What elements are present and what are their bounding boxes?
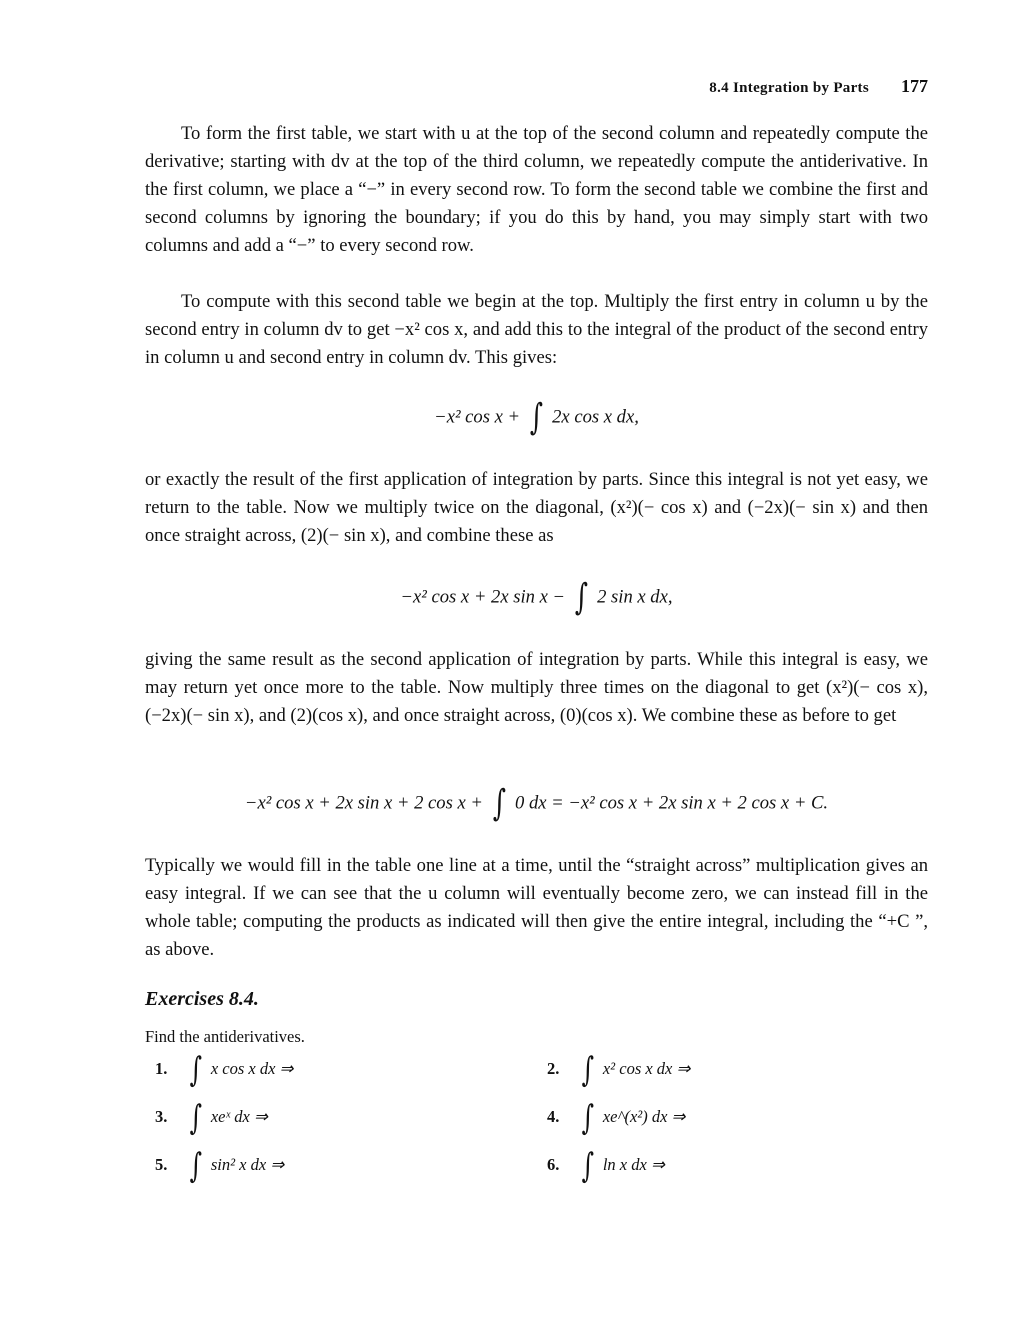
exercise-item	[547, 1052, 690, 1088]
exercise-expression: x² cos x dx ⇒	[602, 1058, 691, 1078]
equation-2	[145, 577, 928, 618]
integral-sign-icon: ∫	[581, 1098, 595, 1138]
paragraph-5-text: Typically we would fill in the table one line at a time, until the “straight across” multiplication gives an easy integral. If we can see that the u column will eventually become zero, we can instead fill in the whole table; computing the products as indicated will then give the entire integral, including the “+C ”, as above.	[145, 855, 928, 960]
page-number: 177	[901, 76, 928, 96]
exercises-title: Exercises 8.4.	[145, 988, 259, 1010]
paragraph-3	[145, 466, 928, 550]
equation-1-left: −x² cos x +	[434, 406, 521, 428]
exercise-number: 6.	[547, 1154, 560, 1174]
exercise-item	[547, 1148, 665, 1184]
exercise-number: 3.	[155, 1106, 168, 1126]
exercise-item	[155, 1100, 268, 1136]
exercise-item	[155, 1148, 284, 1184]
exercise-expression: x cos x dx ⇒	[210, 1058, 294, 1078]
exercise-number: 4.	[547, 1106, 560, 1126]
integral-sign-icon: ∫	[529, 397, 543, 438]
exercise-item	[547, 1100, 685, 1136]
integral-sign-icon: ∫	[189, 1146, 203, 1186]
exercise-expression: xe^(x²) dx ⇒	[602, 1106, 686, 1126]
integral-sign-icon: ∫	[574, 577, 588, 618]
equation-3-right: 0 dx = −x² cos x + 2x sin x + 2 cos x + C.	[515, 792, 829, 814]
exercise-number: 1.	[155, 1058, 168, 1078]
paragraph-4	[145, 646, 928, 730]
equation-2-left: −x² cos x + 2x sin x −	[400, 586, 566, 608]
running-head	[145, 76, 928, 98]
equation-1-right: 2x cos x dx,	[552, 406, 639, 428]
section-title: 8.4 Integration by Parts	[709, 80, 869, 96]
equation-3	[145, 783, 928, 824]
paragraph-4-text: giving the same result as the second application of integration by parts. While this integral is easy, we may return yet once more to the table. Now multiply three times on the diagonal to get (x²)(− cos x), (−2x)(− sin x), and (2)(cos x), and once straight across, (0)(cos x). We combine these as before to get	[145, 649, 928, 726]
paragraph-2	[145, 288, 928, 372]
exercise-number: 5.	[155, 1154, 168, 1174]
equation-3-left: −x² cos x + 2x sin x + 2 cos x +	[244, 792, 483, 814]
exercise-item	[155, 1052, 293, 1088]
integral-sign-icon: ∫	[189, 1050, 203, 1090]
paragraph-1-text: To form the first table, we start with u at the top of the second column and repeatedly compute the derivative; starting with dv at the top of the third column, we repeatedly compute the antiderivative. In the first column, we place a “−” in every second row. To form the second table we combine the first and second columns by ignoring the boundary; if you do this by hand, you may simply start with two columns and add a “−” to every second row.	[145, 123, 928, 256]
integral-sign-icon: ∫	[581, 1146, 595, 1186]
exercise-number: 2.	[547, 1058, 560, 1078]
paragraph-5	[145, 852, 928, 964]
integral-sign-icon: ∫	[189, 1098, 203, 1138]
paragraph-1	[145, 120, 928, 260]
paragraph-3-text: or exactly the result of the first application of integration by parts. Since this integral is not yet easy, we return to the table. Now we multiply twice on the diagonal, (x²)(− cos x) and (−2x)(− sin x) and then once straight across, (2)(− sin x), and combine these as	[145, 469, 928, 546]
equation-2-right: 2 sin x dx,	[597, 586, 673, 608]
equation-1	[145, 397, 928, 438]
exercise-expression: xeˣ dx ⇒	[210, 1106, 268, 1126]
integral-sign-icon: ∫	[581, 1050, 595, 1090]
paragraph-2-text: To compute with this second table we begin at the top. Multiply the first entry in column u by the second entry in column dv to get −x² cos x, and add this to the integral of the product of the second entry in column u and second entry in column dv. This gives:	[145, 291, 928, 368]
exercise-expression: sin² x dx ⇒	[210, 1154, 285, 1174]
exercise-expression: ln x dx ⇒	[602, 1154, 665, 1174]
integral-sign-icon: ∫	[492, 783, 506, 824]
exercises-instruction: Find the antiderivatives.	[145, 1027, 305, 1046]
